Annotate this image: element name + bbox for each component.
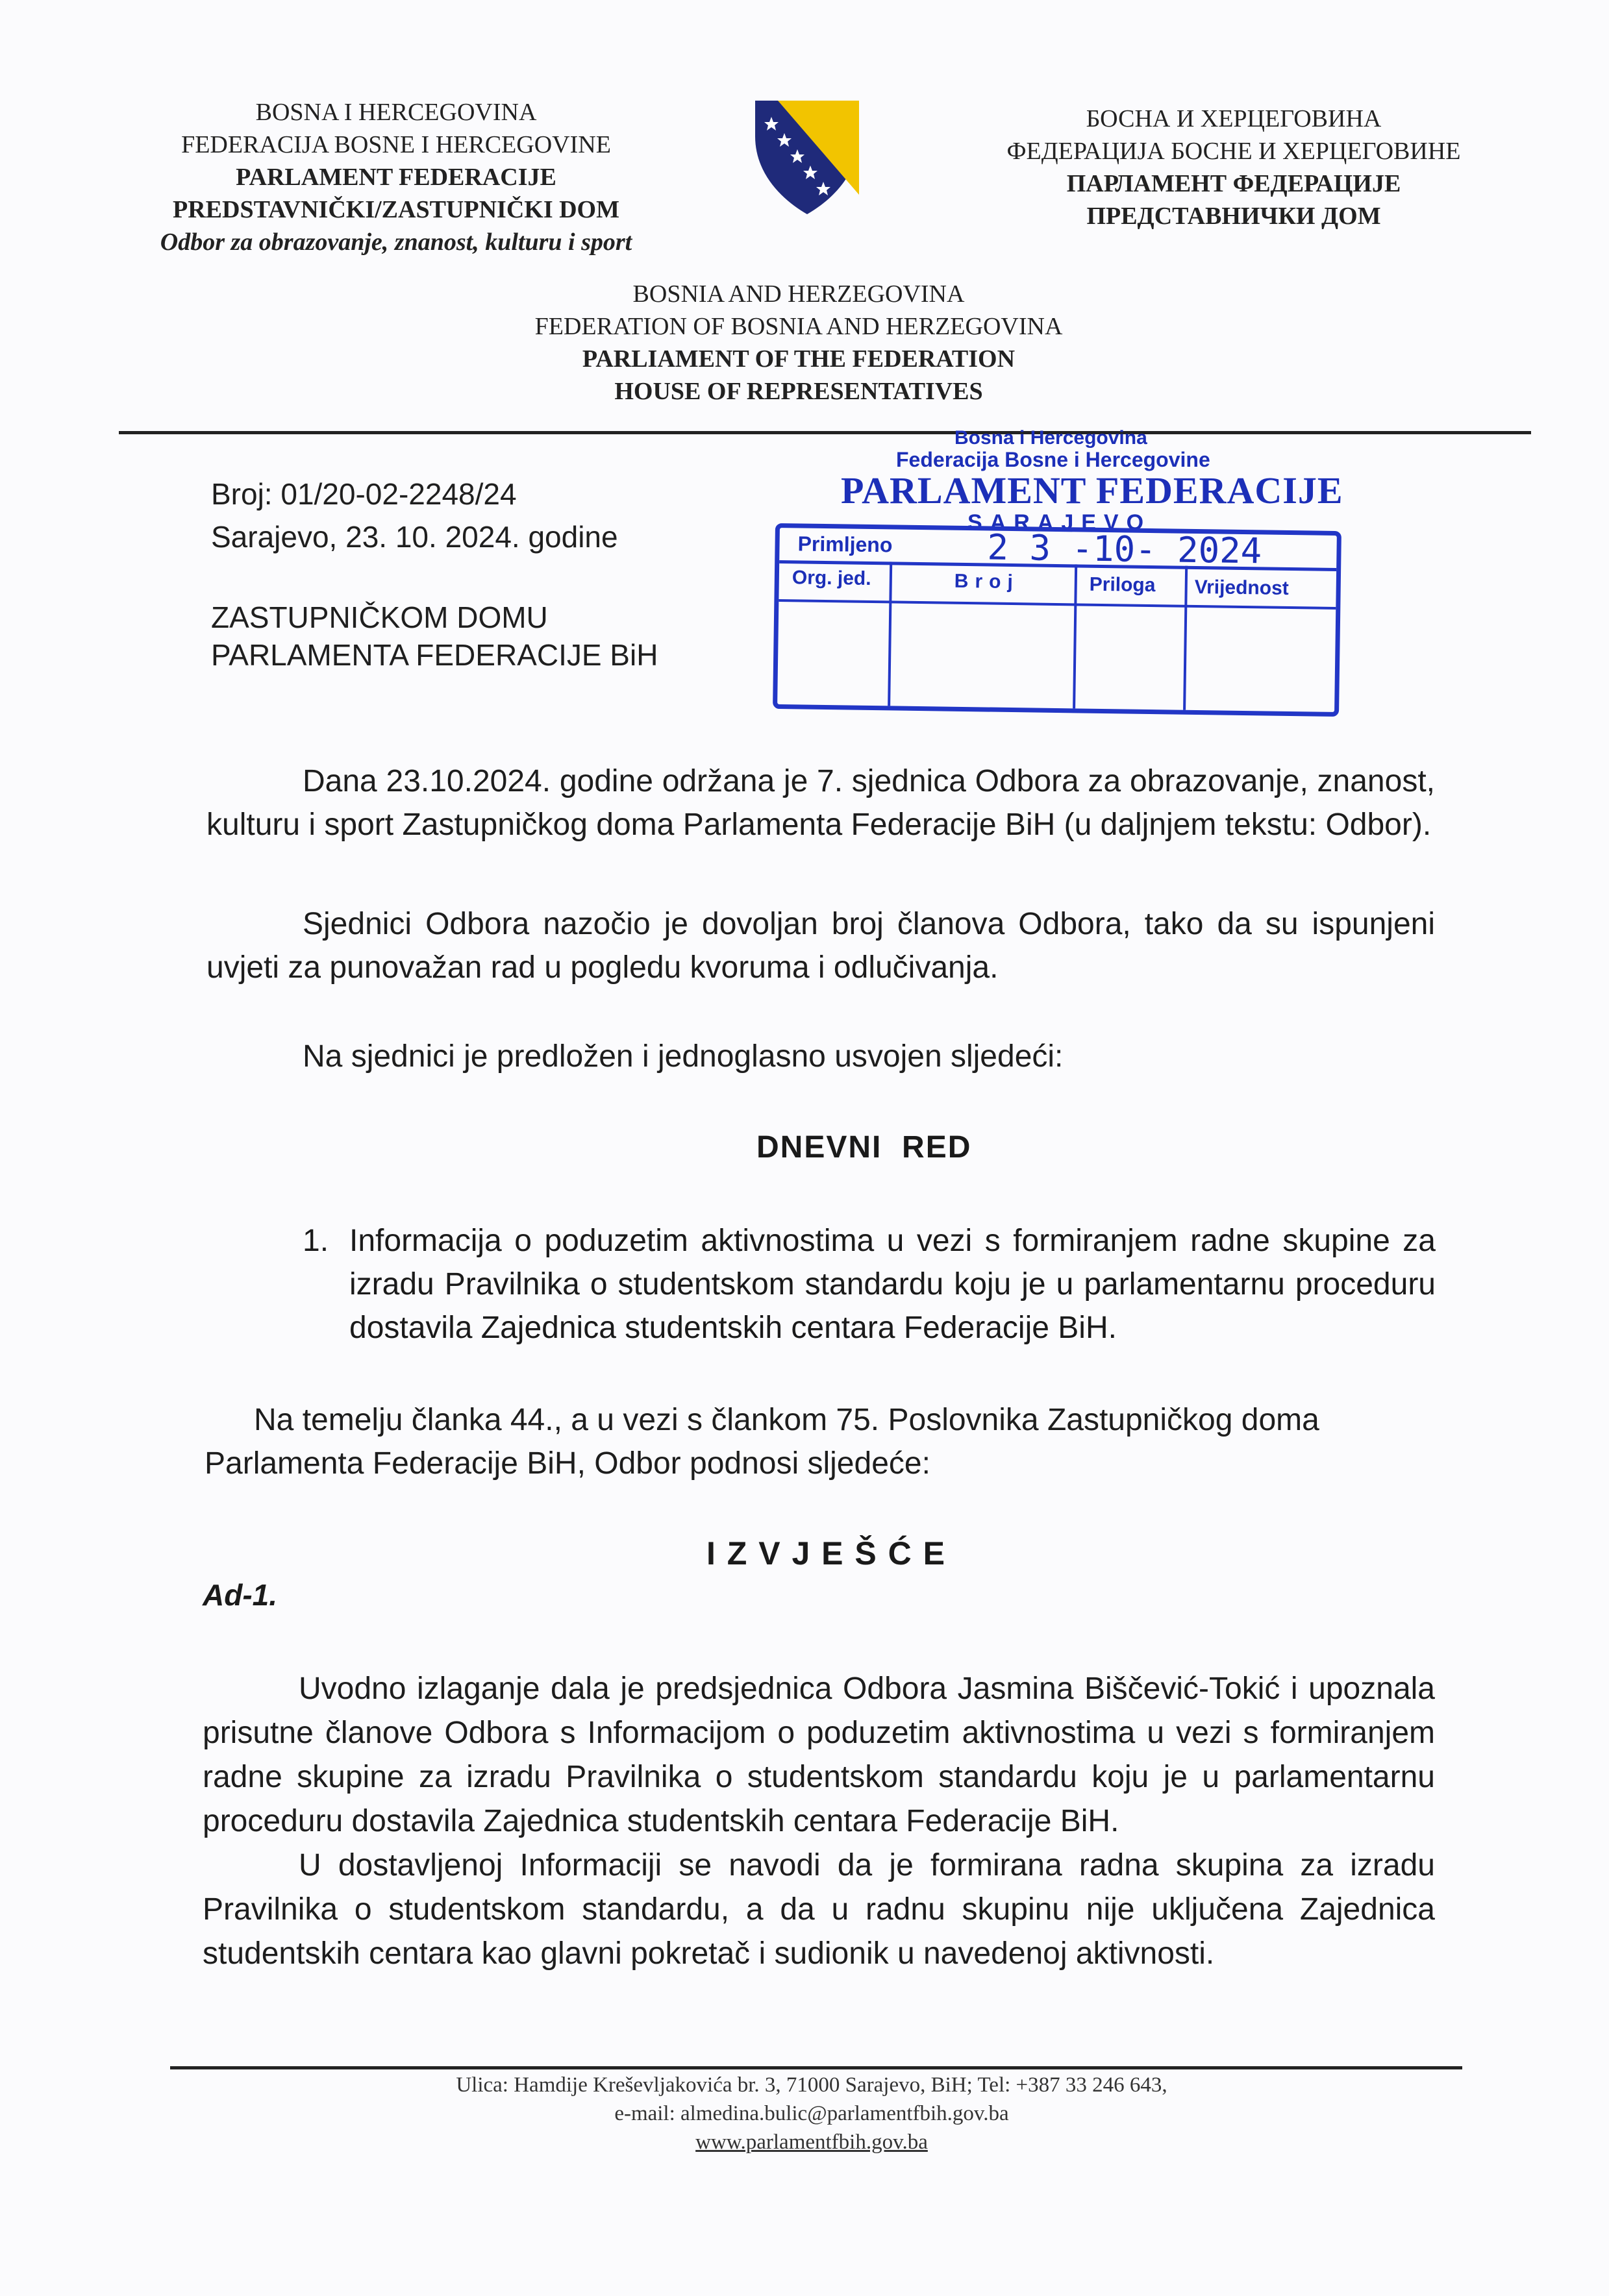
footer	[325, 2071, 1299, 2156]
agenda-title: DNEVNI RED	[756, 1130, 972, 1165]
header-left-line4: PREDSTAVNIČKI/ZASTUPNIČKI DOM	[173, 196, 619, 223]
recipient-line2: PARLAMENTA FEDERACIJE BiH	[211, 638, 658, 672]
agenda-list	[303, 1219, 1436, 1350]
header-left-line1: BOSNA I HERCEGOVINA	[255, 99, 537, 126]
stamp-box	[773, 523, 1341, 717]
header-rule	[119, 431, 1531, 434]
footer-address: Ulica: Hamdije Kreševljakovića br. 3, 71000 Sarajevo, BiH; Tel: +387 33 246 643,	[456, 2073, 1167, 2097]
stamp-col-org: Org. jed.	[792, 567, 871, 589]
footer-email: e-mail: almedina.bulic@parlamentfbih.gov.ba	[614, 2102, 1009, 2125]
paragraph-5: Uvodno izlaganje dala je predsjednica Odbora Jasmina Biščević-Tokić i upoznala prisutne članove Odbora s Informacijom o poduzetim aktivnostima u vezi s formiranjem radne skupine za izradu Pravilnika o studentskom standardu koju je u parlamentarnu proceduru dostavila Zajednica studentskih centara Federacije BiH.	[203, 1672, 1435, 1838]
header-center-line4: HOUSE OF REPRESENTATIVES	[614, 378, 983, 405]
recipient-line1: ZASTUPNIČKOM DOMU	[211, 600, 548, 634]
stamp-line4: SARAJEVO	[967, 510, 1152, 535]
paragraph-4: Na temelju članka 44., a u vezi s člankom 75. Poslovnika Zastupničkog doma Parlamenta Federacije BiH, Odbor podnosi sljedeće:	[205, 1403, 1319, 1481]
header-right-line3: ПАРЛАМЕНТ ФЕДЕРАЦИЈЕ	[1066, 170, 1401, 197]
stamp-col-broj: Broj	[954, 570, 1020, 593]
footer-rule	[170, 2066, 1462, 2069]
header-left-line3: PARLAMENT FEDERACIJE	[236, 164, 556, 191]
document-date: Sarajevo, 23. 10. 2024. godine	[211, 520, 618, 554]
ad-label: Ad-1.	[203, 1578, 277, 1612]
header-right-line2: ФЕДЕРАЦИЈА БОСНЕ И ХЕРЦЕГОВИНЕ	[1006, 138, 1461, 165]
stamp-col-priloga: Priloga	[1089, 573, 1156, 597]
header-right	[974, 103, 1493, 232]
stamp-received-label: Primljeno	[797, 532, 893, 557]
header-left-line2: FEDERACIJA BOSNE I HERCEGOVINE	[181, 131, 611, 158]
paragraph-2: Sjednici Odbora nazočio je dovoljan broj članova Odbora, tako da su ispunjeni uvjeti za punovažan rad u pogledu kvoruma i odlučivanja.	[206, 907, 1435, 985]
footer-website-link[interactable]: www.parlamentfbih.gov.ba	[695, 2130, 928, 2154]
paragraph-6: U dostavljenoj Informaciji se navodi da je formirana radna skupina za izradu Pravilnika o studentskom standardu, a da u radnu skupinu nije uključena Zajednica studentskih centara kao glavni pokretač i sudionik u navedenoj aktivnosti.	[203, 1848, 1435, 1971]
header-left	[130, 96, 662, 258]
agenda-item-text: Informacija o poduzetim aktivnostima u vezi s formiranjem radne skupine za izradu Pravilnika o studentskom standardu koju je u parlamentarnu proceduru dostavila Zajednica studentskih centara Federacije BiH.	[349, 1224, 1436, 1345]
header-center-line2: FEDERATION OF BOSNIA AND HERZEGOVINA	[534, 313, 1063, 340]
stamp-line3: PARLAMENT FEDERACIJE	[841, 469, 1343, 512]
coat-of-arms-icon	[752, 97, 862, 217]
report-title: I Z V J E Š Ć E	[706, 1535, 946, 1572]
header-center-line3: PARLIAMENT OF THE FEDERATION	[582, 345, 1016, 373]
agenda-item-number: 1.	[303, 1224, 329, 1258]
header-right-line1: БОСНА И ХЕРЦЕГОВИНА	[1086, 105, 1382, 132]
document-meta	[211, 473, 756, 674]
header-left-line5: Odbor za obrazovanje, znanost, kulturu i sport	[160, 228, 632, 256]
stamp-line1: Bosna i Hercegovina	[954, 427, 1147, 449]
paragraph-3: Na sjednici je predložen i jednoglasno usvojen sljedeći:	[303, 1039, 1064, 1074]
paragraph-1: Dana 23.10.2024. godine održana je 7. sjednica Odbora za obrazovanje, znanost, kulturu i sport Zastupničkog doma Parlamenta Federacije BiH (u daljnjem tekstu: Odbor).	[206, 764, 1435, 842]
header-center-line1: BOSNIA AND HERZEGOVINA	[632, 280, 965, 308]
header-center	[455, 278, 1143, 408]
stamp-line2: Federacija Bosne i Hercegovine	[896, 448, 1210, 471]
stamp-received-date: 2 3 -10- 2024	[987, 526, 1262, 572]
document-number: Broj: 01/20-02-2248/24	[211, 477, 517, 511]
header-right-line4: ПРЕДСТАВНИЧКИ ДОМ	[1086, 203, 1381, 230]
stamp-col-vrijednost: Vrijednost	[1194, 576, 1289, 599]
